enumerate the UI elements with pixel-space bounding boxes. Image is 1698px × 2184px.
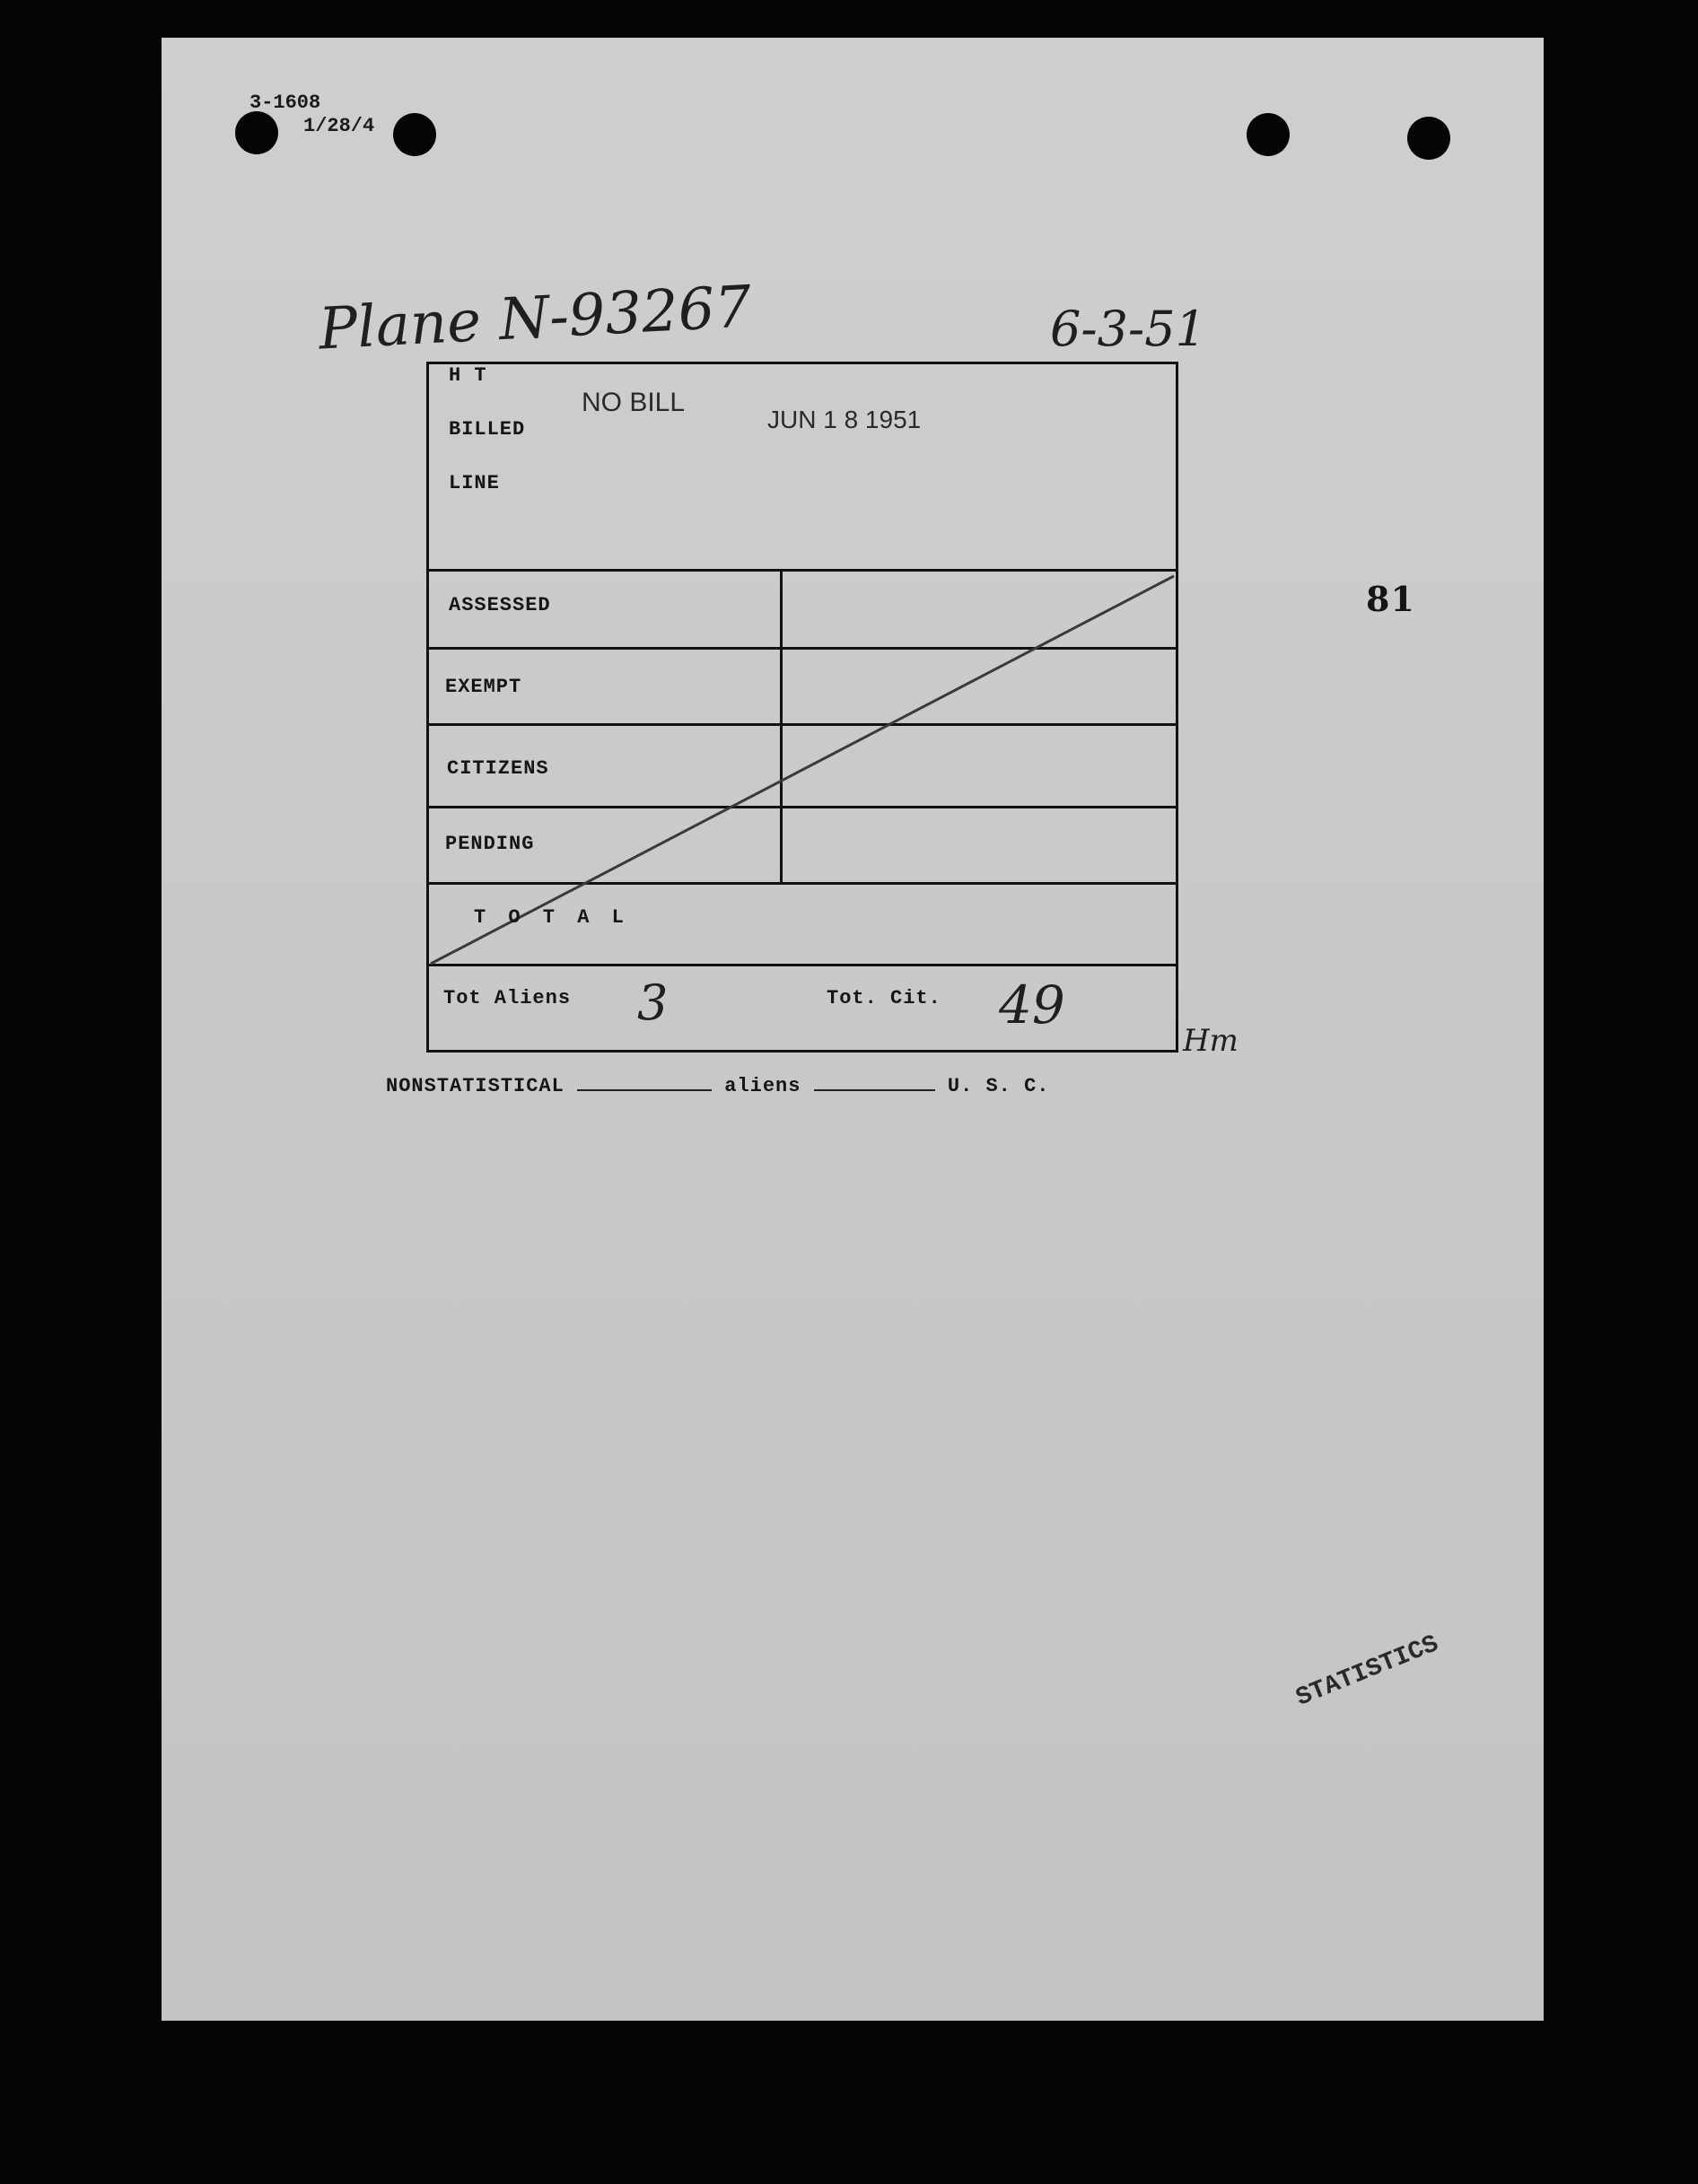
punch-hole-right-1 (1247, 113, 1290, 156)
header-label-ht: H T (449, 364, 487, 387)
tot-aliens-value: 3 (637, 974, 669, 1031)
row-label-citizens: CITIZENS (447, 757, 549, 780)
statistics-form-box (426, 362, 1178, 1053)
header-label-billed: BILLED (449, 418, 526, 441)
diagonal-cancel-line (429, 364, 1176, 1050)
total-label: T O T A L (474, 906, 629, 929)
nonstatistical-aliens-blank (577, 1086, 712, 1091)
header-label-line: LINE (449, 472, 500, 494)
tot-cit-label: Tot. Cit. (827, 987, 941, 1009)
row-label-exempt: EXEMPT (445, 676, 522, 698)
form-code (249, 92, 374, 138)
no-bill-stamp: NO BILL (582, 388, 686, 417)
form-code-line2: 1/28/4 (303, 115, 375, 137)
form-code-line1: 3-1608 (249, 92, 321, 114)
page-number: 81 (1366, 579, 1415, 619)
aliens-label: aliens (724, 1075, 801, 1097)
nonstatistical-label: NONSTATISTICAL (386, 1075, 565, 1097)
row-label-assessed: ASSESSED (449, 594, 551, 616)
tot-aliens-label: Tot Aliens (443, 987, 572, 1009)
statistics-stamp: STATISTICS (1292, 1630, 1443, 1713)
nonstatistical-usc-blank (814, 1086, 935, 1091)
nonstatistical-line (386, 1075, 1050, 1097)
punch-hole-right-2 (1407, 117, 1450, 160)
received-date-stamp: JUN 1 8 1951 (767, 406, 922, 433)
tot-cit-value: 49 (999, 974, 1065, 1035)
punch-hole-left-2 (393, 113, 436, 156)
handwritten-date: 6-3-51 (1050, 301, 1206, 357)
usc-label: U. S. C. (947, 1075, 1050, 1097)
row-label-pending: PENDING (445, 833, 535, 855)
handwritten-plane-number: Plane N-93267 (317, 274, 753, 363)
handwritten-initials: Hm (1183, 1023, 1238, 1059)
